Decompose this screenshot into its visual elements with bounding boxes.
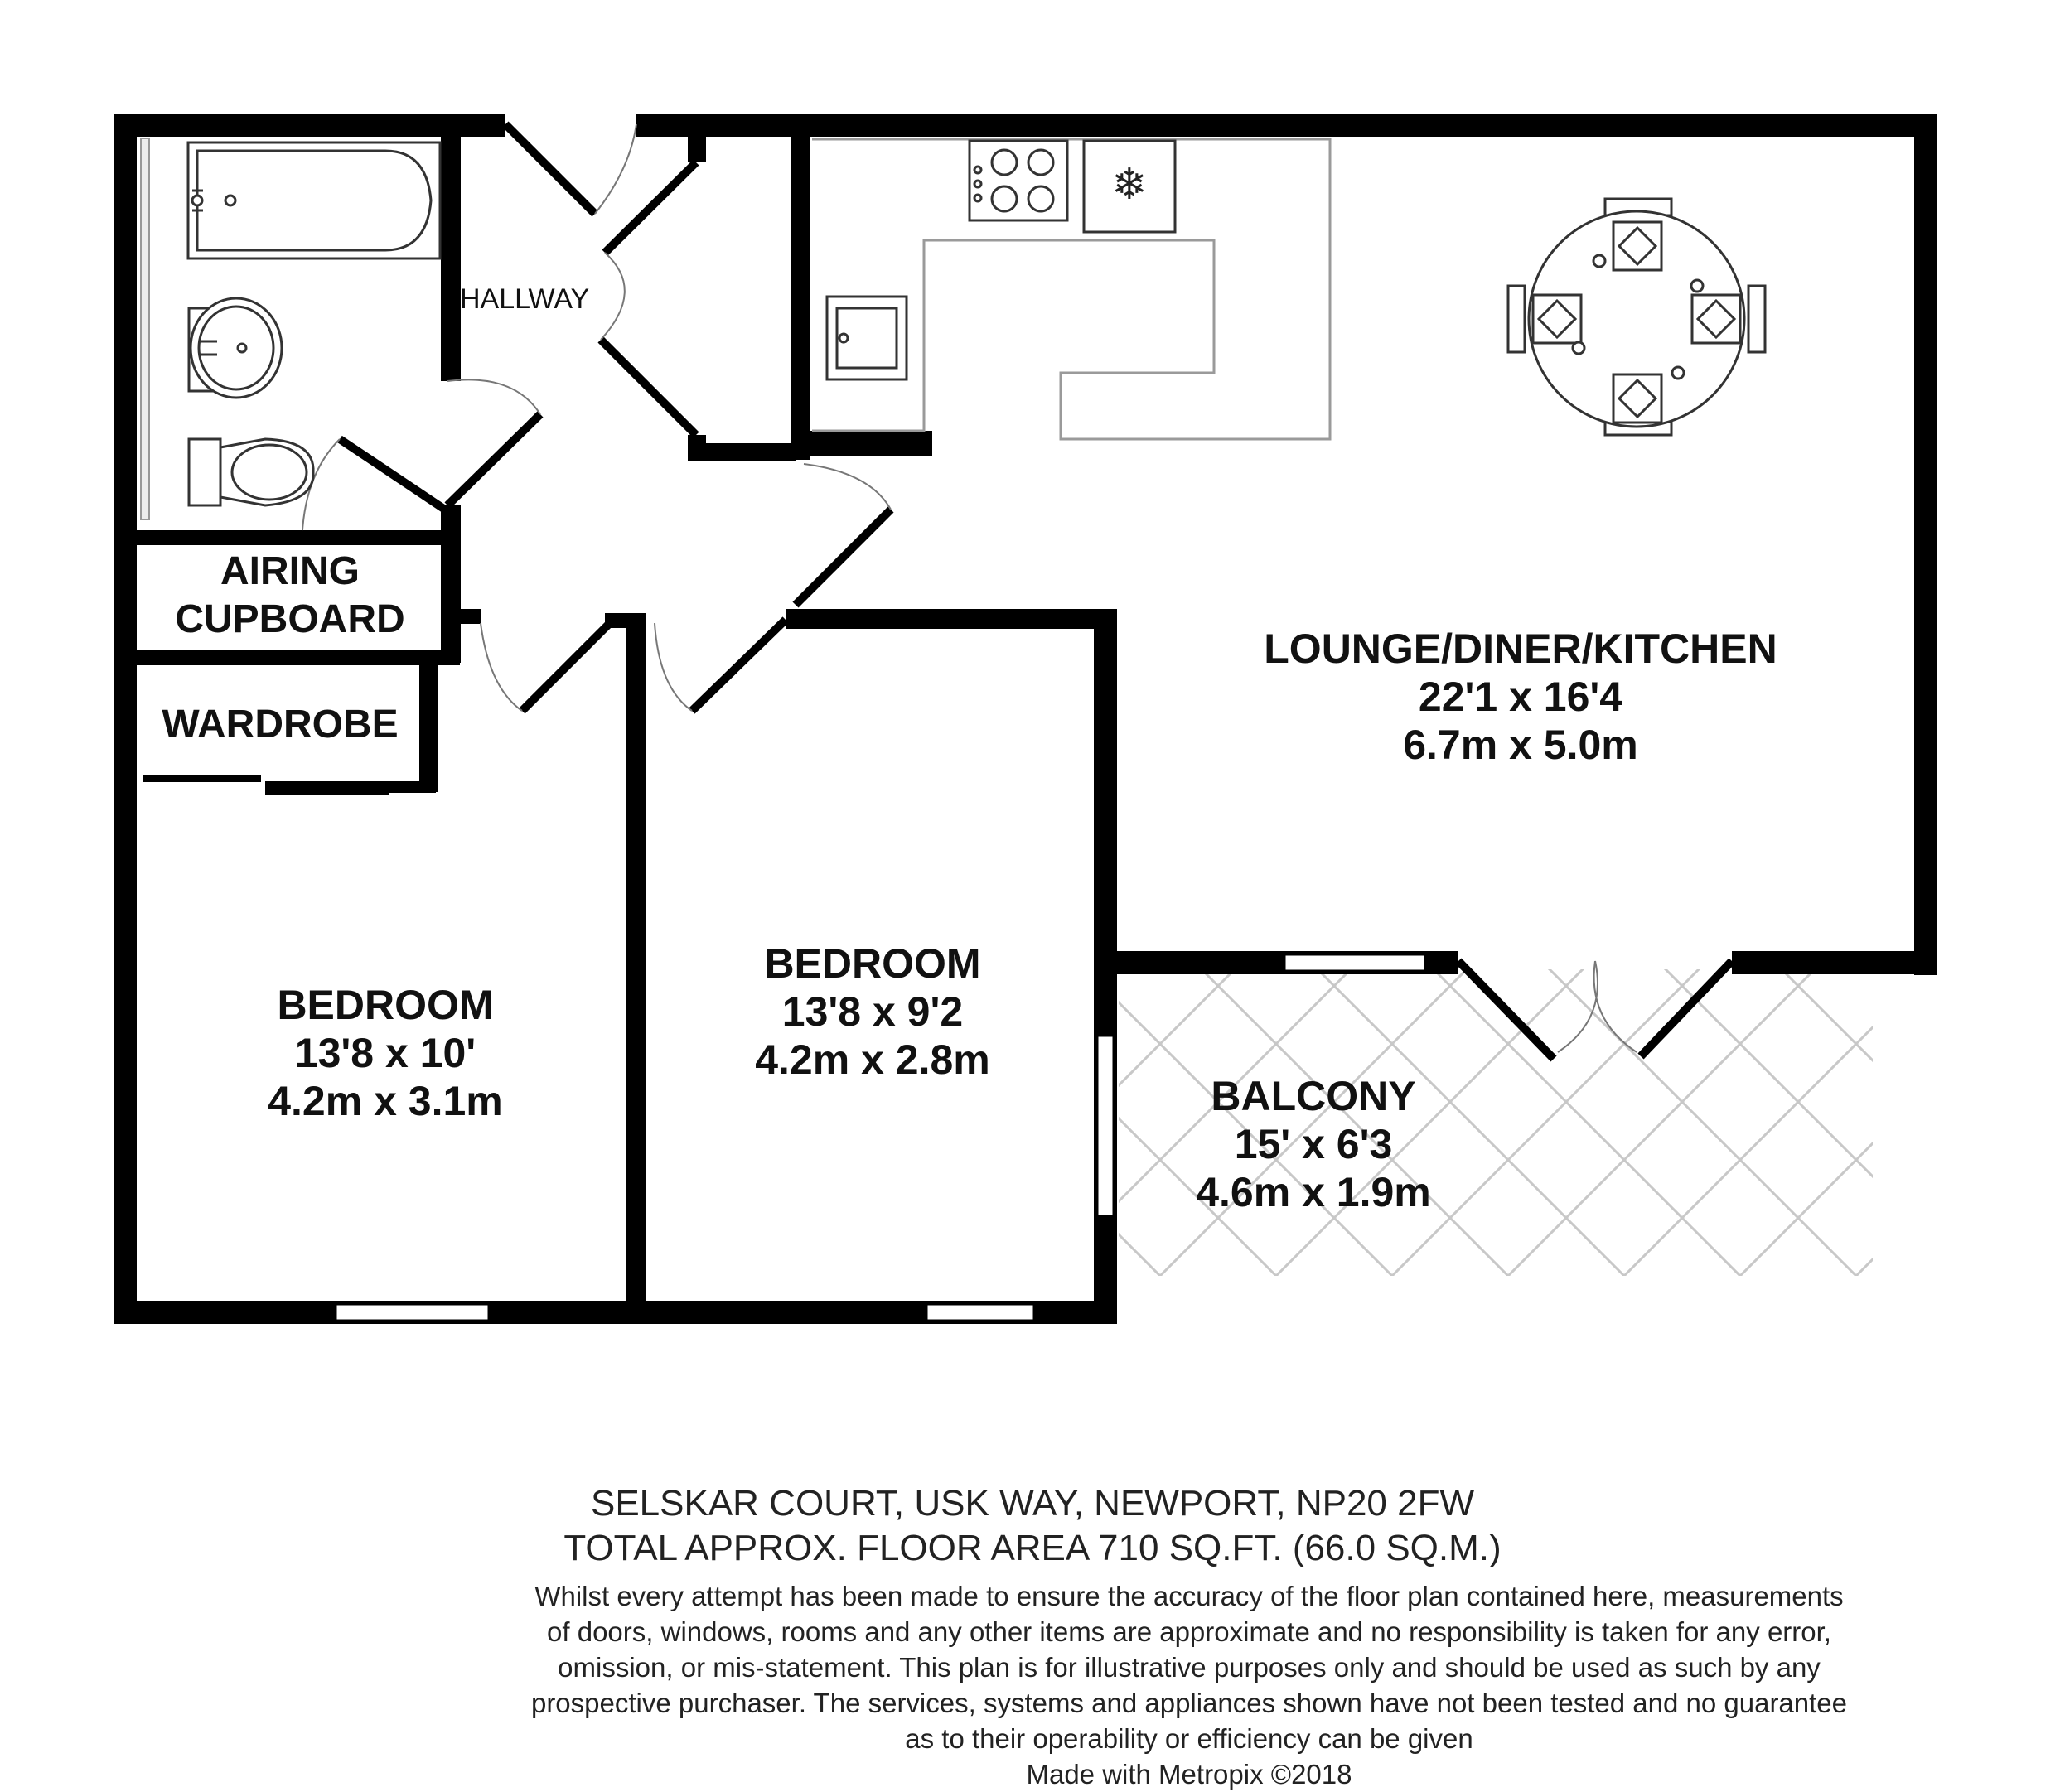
hallway-label: HALLWAY [460,283,590,315]
address-block [0,1481,2065,1571]
kitchen-fixtures [812,139,1330,439]
chair-icon [1533,295,1581,343]
doors [143,124,1732,1059]
chair-icon [1613,374,1661,423]
disclaimer-line: omission, or mis-statement. This plan is for illustrative purposes only and should be used as such by any [558,1652,1821,1683]
disclaimer-line: as to their operability or efficiency can be given [905,1723,1473,1754]
bathroom-fixtures [188,142,440,505]
window-bedroom2 [926,1304,1034,1321]
bedroom1-name: BEDROOM [277,982,494,1028]
balcony-imperial: 15' x 6'3 [1234,1121,1393,1167]
bedroom1-metric: 4.2m x 3.1m [268,1078,503,1124]
counter-outline [812,139,1330,439]
credit-line: Made with Metropix ©2018 [1026,1759,1352,1790]
bath-icon [188,142,440,258]
bedroom1-imperial: 13'8 x 10' [294,1030,476,1076]
disclaimer-line: Whilst every attempt has been made to ensure the accuracy of the floor plan contained here, measurements [534,1581,1844,1611]
chair-icon [1692,295,1740,343]
toilet-icon [189,439,313,505]
lounge-metric: 6.7m x 5.0m [1403,722,1638,768]
window-lounge [1284,954,1425,971]
kitchen-sink-icon [827,297,907,379]
window-bedroom2-side [1097,1036,1114,1216]
fridge-icon [1084,141,1175,232]
lounge-name: LOUNGE/DINER/KITCHEN [1264,626,1777,672]
disclaimer-block [431,1578,1947,1792]
wardrobe-label: WARDROBE [162,703,399,746]
bedroom2-metric: 4.2m x 2.8m [755,1036,990,1083]
bedroom2-imperial: 13'8 x 9'2 [781,988,964,1035]
svg-text:❄: ❄ [1111,160,1148,210]
disclaimer-line: prospective purchaser. The services, systems and appliances shown have not been tested and no guarantee [530,1688,1848,1718]
lounge-imperial: 22'1 x 16'4 [1418,674,1623,720]
balcony-floor [1119,969,1873,1276]
dining-table-icon [1508,199,1765,435]
airing-cupboard-label-line2: CUPBOARD [175,597,405,641]
airing-cupboard-label-line1: AIRING [220,549,360,593]
bedroom2-name: BEDROOM [764,940,981,987]
chair-icon [1613,222,1661,270]
address-line: SELSKAR COURT, USK WAY, NEWPORT, NP20 2FW [590,1483,1475,1524]
hob-icon [970,141,1067,220]
disclaimer-line: of doors, windows, rooms and any other items are approximate and no responsibility is taken for any error, [547,1616,1831,1647]
balcony-metric: 4.6m x 1.9m [1196,1169,1431,1215]
window-top-bath [141,138,149,519]
floor-area-line: TOTAL APPROX. FLOOR AREA 710 SQ.FT. (66.0 SQ.M.) [563,1528,1502,1568]
window-bedroom1 [336,1304,489,1321]
balcony-name: BALCONY [1211,1073,1416,1119]
sink-icon [189,298,282,398]
